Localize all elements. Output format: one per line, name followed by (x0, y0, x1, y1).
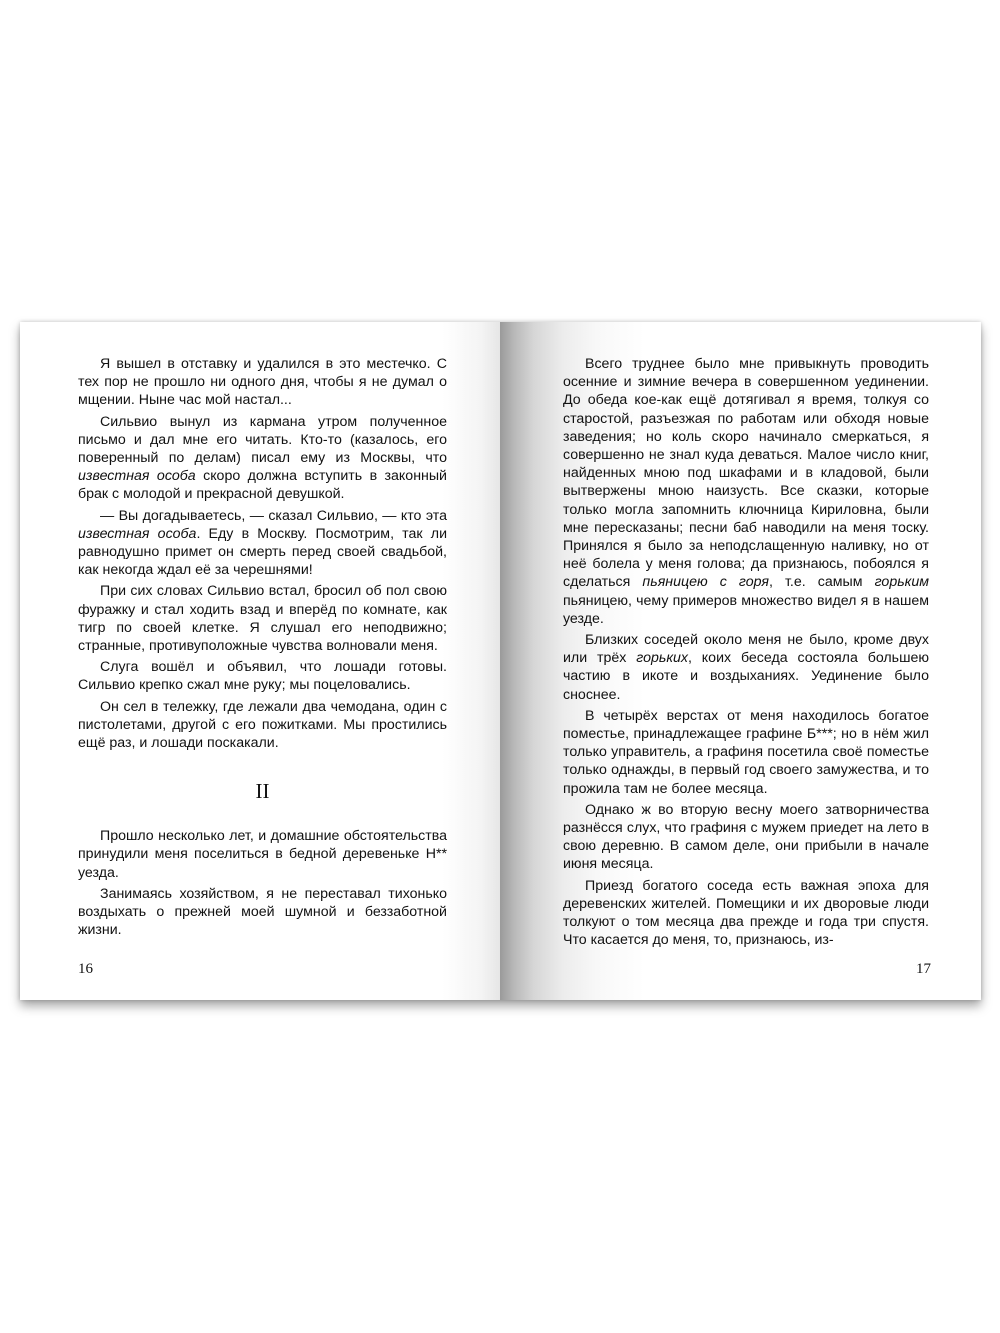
paragraph: При сих словах Сильвио встал, бросил об пол свою фуражку и стал ходить взад и вперёд по комнате, как тигр по своей клетке. Я слушал его неподвижно; странные, противуположные чувства волновали меня. (78, 583, 447, 655)
paragraph: Слуга вошёл и объявил, что лошади готовы. Сильвио крепко сжал мне руку; мы поцеловались. (78, 659, 447, 694)
paragraph: Я вышел в отставку и удалился в это местечко. С тех пор не прошло ни одного дня, чтобы я не думал о мщении. Ныне час мой настал... (78, 356, 447, 409)
italic-phrase: горьких (636, 650, 688, 667)
left-page-text (78, 355, 447, 939)
italic-phrase: известная особа (78, 468, 196, 485)
page-number-left: 16 (78, 961, 93, 977)
paragraph: Приезд богатого соседа есть важная эпоха для деревенских жителей. Помещики и их дворовые люди толкуют о том месяца два прежде и года три спустя. Что касается до меня, то, признаюсь, из- (563, 877, 929, 949)
paragraph: Близких соседей около меня не было, кроме двух или трёх горьких, коих беседа состояла большею частию в икоте и воздыханиях. Уединение было сноснее. (563, 632, 929, 703)
paragraph: Сильвио вынул из кармана утром полученное письмо и дал мне его читать. Кто-то (казалось, его поверенный по делам) писал ему из Москвы, что известная особа скоро должна вступить в законный брак с молодой и прекрасной девушкой. (78, 413, 447, 503)
left-page (20, 322, 500, 1000)
right-page (500, 322, 981, 1000)
italic-phrase: известная особа (78, 525, 197, 542)
paragraph: Прошло несколько лет, и домашние обстоятельства принудили меня поселиться в бедной деревеньке Н** уезда. (78, 828, 447, 881)
paragraph: Однако ж во вторую весну моего затворничества разнёсся слух, что графиня с мужем приедет на лето в свою деревню. В самом деле, они прибыли в начале июня месяца. (563, 801, 929, 873)
paragraph: Всего труднее было мне привыкнуть проводить осенние и зимние вечера в совершенном уединении. До обеда кое-как ещё дотягивал я время, толкуя со старостой, разъезжая по работам или обходя новые заведения; но коль скоро начинало смеркаться, я совершенно не знал куда деваться. Малое число книг, найденных мною под шкафами и в кладовой, были вытвержены мною наизусть. Все сказки, которые только могла запомнить ключница Кириловна, были мне пересказаны; песни баб наводили на меня тоску. Принялся я было за неподслащенную наливку, но от неё болела у меня голова; да признаюсь, побоялся я сделаться пьяницею с горя, т.е. самым горьким пьяницею, чему примеров множество видел я в нашем уезде. (563, 356, 929, 627)
page-number-right: 17 (916, 961, 931, 977)
paragraph: — Вы догадываетесь, — сказал Сильвио, — кто эта известная особа. Еду в Москву. Посмотрим, так ли равнодушно примет он смерть перед своей свадьбой, как некогда ждал её за черешнями! (78, 507, 448, 579)
paragraph: В четырёх верстах от меня находилось богатое поместье, принадлежащее графине Б***; но в нём жил только управитель, а графиня посетила своё поместье только однажды, в первый год своего замужества, и то прожила там не более месяца. (563, 707, 929, 797)
open-book (20, 322, 981, 1000)
paragraph: Занимаясь хозяйством, я не переставал тихонько воздыхать о прежней моей шумной и беззаботной жизни. (78, 885, 447, 939)
right-page-text (563, 355, 929, 950)
paragraph: Он сел в тележку, где лежали два чемодана, один с пистолетами, другой с его пожитками. Мы простились ещё раз, и лошади поскакали. (78, 698, 447, 752)
italic-phrase: пьяницею с горя (642, 574, 769, 591)
italic-phrase: горьким (874, 574, 929, 591)
chapter-heading: II (255, 779, 270, 804)
